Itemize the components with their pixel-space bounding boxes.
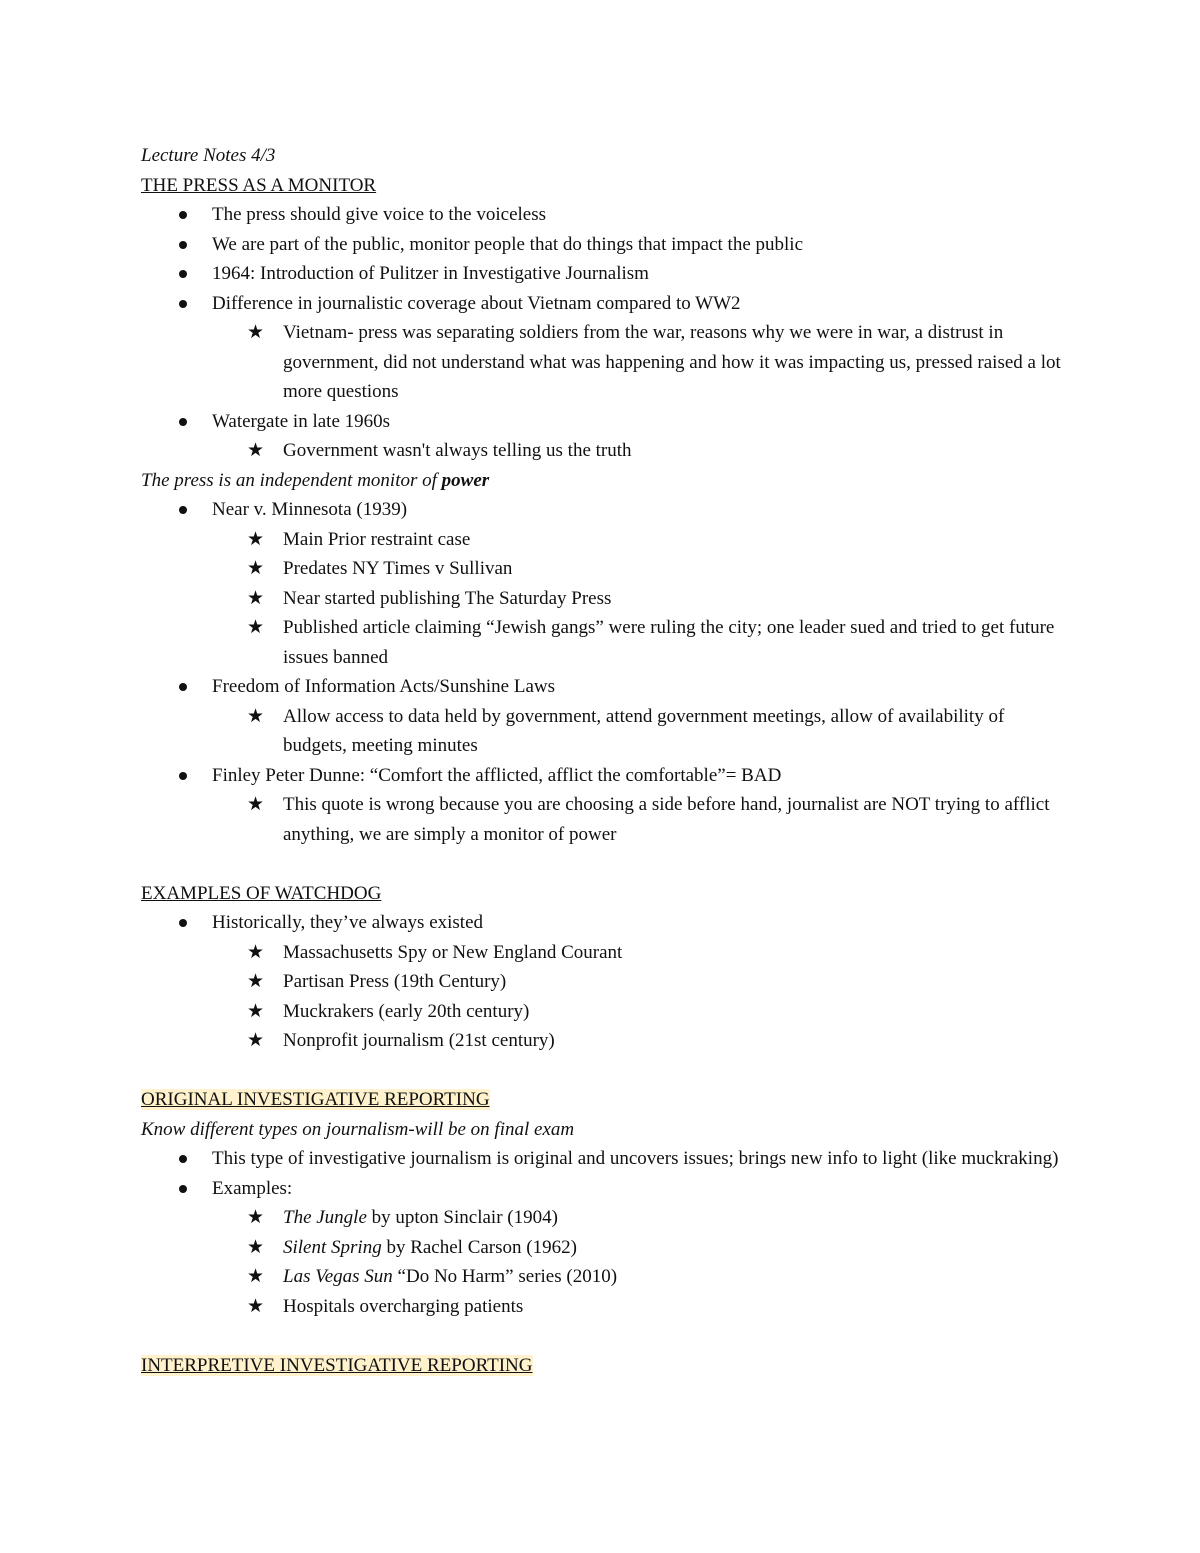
star-icon: ★ [247, 970, 265, 992]
bullet-item: This type of investigative journalism is original and uncovers issues; brings new info to light (like muckraking) [141, 1144, 1071, 1174]
bullet-icon [179, 919, 187, 927]
section-heading-interpretive-reporting: INTERPRETIVE INVESTIGATIVE REPORTING [141, 1354, 533, 1376]
star-icon: ★ [247, 321, 265, 343]
spacer [141, 1321, 1071, 1351]
star-icon: ★ [247, 704, 265, 727]
bullet-icon [179, 1185, 187, 1193]
sub-bullet-item: ★ Hospitals overcharging patients [141, 1292, 1071, 1322]
bullet-icon [179, 683, 187, 691]
star-icon: ★ [247, 1265, 265, 1287]
bullet-icon [179, 211, 187, 219]
bullet-item: We are part of the public, monitor people that do things that impact the public [141, 230, 1071, 260]
bullet-item: Historically, they’ve always existed [141, 908, 1071, 938]
sub-bullet-item: ★ Muckrakers (early 20th century) [141, 997, 1071, 1027]
star-icon: ★ [247, 1235, 265, 1258]
sub-bullet-item: ★ Vietnam- press was separating soldiers from the war, reasons why we were in war, a distrust in government, did not understand what was happening and how it was impacting us, pressed raised a lot more questions [141, 318, 1071, 407]
sub-bullet-item: ★ Predates NY Times v Sullivan [141, 554, 1071, 584]
sub-bullet-item: ★ Silent Spring by Rachel Carson (1962) [141, 1233, 1071, 1263]
bullet-item: The press should give voice to the voiceless [141, 200, 1071, 230]
sub-bullet-item: ★ Massachusetts Spy or New England Courant [141, 938, 1071, 968]
sub-bullet-item: ★ Government wasn't always telling us the truth [141, 436, 1071, 466]
star-icon: ★ [247, 616, 265, 638]
subheading-independent-monitor: The press is an independent monitor of power [141, 469, 490, 491]
sub-bullet-item: ★ Main Prior restraint case [141, 525, 1071, 555]
bullet-icon [179, 418, 187, 426]
star-icon: ★ [247, 1029, 265, 1051]
sub-bullet-item: ★ The Jungle by upton Sinclair (1904) [141, 1203, 1071, 1233]
sub-bullet-item: ★ Las Vegas Sun “Do No Harm” series (2010) [141, 1262, 1071, 1292]
star-icon: ★ [247, 527, 265, 550]
bullet-icon [179, 241, 187, 249]
section-heading-original-reporting: ORIGINAL INVESTIGATIVE REPORTING [141, 1089, 490, 1110]
bullet-icon [179, 270, 187, 278]
document-title: Lecture Notes 4/3 [141, 145, 276, 166]
bullet-item: Examples: [141, 1174, 1071, 1204]
star-icon: ★ [247, 586, 265, 609]
bullet-item: Watergate in late 1960s [141, 407, 1071, 437]
star-icon: ★ [247, 999, 265, 1022]
sub-bullet-item: ★ Nonprofit journalism (21st century) [141, 1026, 1071, 1056]
sub-bullet-item: ★ Near started publishing The Saturday Press [141, 584, 1071, 614]
spacer [141, 1056, 1071, 1086]
bullet-item: Difference in journalistic coverage about Vietnam compared to WW2 [141, 289, 1071, 319]
exam-note: Know different types on journalism-will be on final exam [141, 1118, 575, 1140]
document-content [141, 141, 1071, 1380]
bullet-item: Freedom of Information Acts/Sunshine Laws [141, 672, 1071, 702]
spacer [141, 849, 1071, 879]
star-icon: ★ [247, 793, 265, 815]
sub-bullet-item: ★ Allow access to data held by government, attend government meetings, allow of availability of budgets, meeting minutes [141, 702, 1071, 761]
bullet-icon [179, 772, 187, 780]
sub-bullet-item: ★ Partisan Press (19th Century) [141, 967, 1071, 997]
star-icon: ★ [247, 557, 265, 579]
sub-bullet-item: ★ This quote is wrong because you are choosing a side before hand, journalist are NOT trying to afflict anything, we are simply a monitor of power [141, 790, 1071, 849]
star-icon: ★ [247, 439, 265, 461]
section-heading-press-monitor: THE PRESS AS A MONITOR [141, 174, 377, 196]
bullet-item: Finley Peter Dunne: “Comfort the afflicted, afflict the comfortable”= BAD [141, 761, 1071, 791]
star-icon: ★ [247, 940, 265, 963]
bullet-item: 1964: Introduction of Pulitzer in Investigative Journalism [141, 259, 1071, 289]
section-heading-watchdog: EXAMPLES OF WATCHDOG [141, 882, 382, 904]
bullet-icon [179, 506, 187, 514]
bullet-item: Near v. Minnesota (1939) [141, 495, 1071, 525]
bullet-icon [179, 1155, 187, 1163]
star-icon: ★ [247, 1206, 265, 1228]
sub-bullet-item: ★ Published article claiming “Jewish gangs” were ruling the city; one leader sued and tried to get future issues banned [141, 613, 1071, 672]
bullet-icon [179, 300, 187, 308]
star-icon: ★ [247, 1294, 265, 1317]
